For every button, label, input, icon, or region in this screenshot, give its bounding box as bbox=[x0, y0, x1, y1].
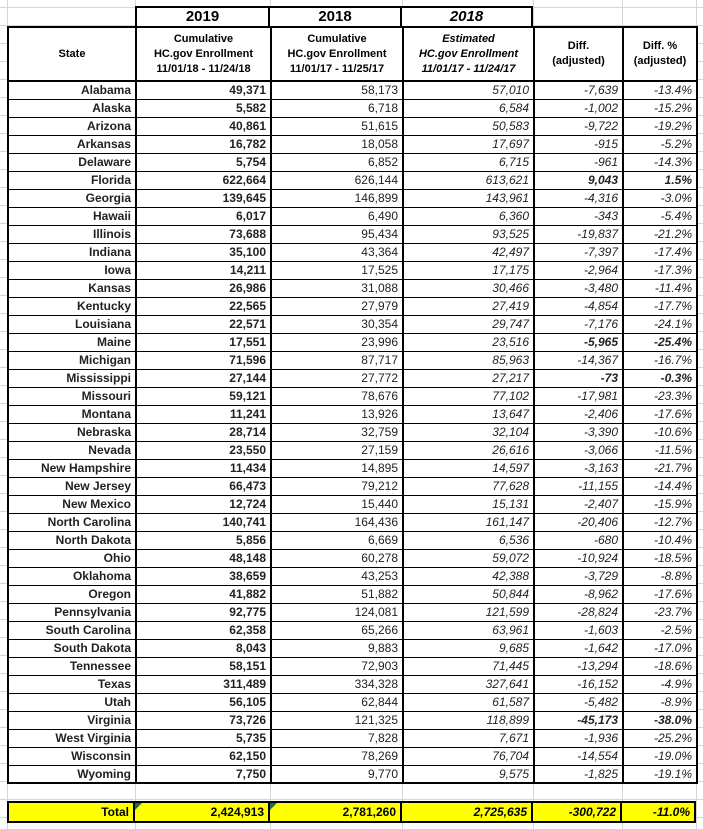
state-cell[interactable]: North Dakota bbox=[8, 531, 136, 549]
enrollment-2018-cell[interactable]: 6,669 bbox=[271, 531, 403, 549]
diff-cell[interactable]: -19,837 bbox=[534, 225, 623, 243]
enrollment-2018-estimated-cell[interactable]: 6,536 bbox=[403, 531, 534, 549]
diff-cell[interactable]: -3,066 bbox=[534, 441, 623, 459]
table-row bbox=[8, 459, 697, 477]
enrollment-2019-cell[interactable]: 73,726 bbox=[136, 711, 271, 729]
state-cell[interactable]: Georgia bbox=[8, 189, 136, 207]
table-row bbox=[8, 189, 697, 207]
enrollment-2019-cell[interactable]: 56,105 bbox=[136, 693, 271, 711]
total-diff-pct-cell[interactable]: -11.0% bbox=[622, 801, 696, 823]
diff-pct-cell[interactable]: -17.0% bbox=[623, 639, 697, 657]
state-cell[interactable]: Indiana bbox=[8, 243, 136, 261]
enrollment-2018-estimated-cell[interactable]: 59,072 bbox=[403, 549, 534, 567]
enrollment-2018-estimated-cell[interactable]: 27,217 bbox=[403, 369, 534, 387]
table-row bbox=[8, 207, 697, 225]
enrollment-2019-cell[interactable]: 5,735 bbox=[136, 729, 271, 747]
state-rows bbox=[8, 81, 697, 783]
state-cell[interactable]: Kansas bbox=[8, 279, 136, 297]
table-row bbox=[8, 585, 697, 603]
enrollment-2018-estimated-cell[interactable]: 9,685 bbox=[403, 639, 534, 657]
enrollment-2019-cell[interactable]: 48,148 bbox=[136, 549, 271, 567]
enrollment-2019-cell[interactable]: 5,582 bbox=[136, 99, 271, 117]
enrollment-2018-estimated-cell[interactable]: 32,104 bbox=[403, 423, 534, 441]
diff-cell[interactable]: -915 bbox=[534, 135, 623, 153]
enrollment-2019-cell[interactable]: 6,017 bbox=[136, 207, 271, 225]
state-cell[interactable]: Texas bbox=[8, 675, 136, 693]
diff-cell[interactable]: -20,406 bbox=[534, 513, 623, 531]
diff-cell[interactable]: -2,964 bbox=[534, 261, 623, 279]
enrollment-2019-cell[interactable]: 59,121 bbox=[136, 387, 271, 405]
enrollment-2018-estimated-cell[interactable]: 30,466 bbox=[403, 279, 534, 297]
state-cell[interactable]: Maine bbox=[8, 333, 136, 351]
table-row bbox=[8, 549, 697, 567]
table-row bbox=[8, 387, 697, 405]
diff-pct-cell[interactable]: -17.6% bbox=[623, 585, 697, 603]
enrollment-2018-estimated-cell[interactable]: 85,963 bbox=[403, 351, 534, 369]
enrollment-2018-cell[interactable]: 9,883 bbox=[271, 639, 403, 657]
enrollment-2019-cell[interactable]: 23,550 bbox=[136, 441, 271, 459]
table-row bbox=[8, 261, 697, 279]
diff-cell[interactable]: -961 bbox=[534, 153, 623, 171]
enrollment-2018-cell[interactable]: 334,328 bbox=[271, 675, 403, 693]
table-row bbox=[8, 243, 697, 261]
table-row bbox=[8, 657, 697, 675]
diff-pct-cell[interactable]: -18.5% bbox=[623, 549, 697, 567]
enrollment-2018-estimated-cell[interactable]: 23,516 bbox=[403, 333, 534, 351]
diff-cell[interactable]: -1,002 bbox=[534, 99, 623, 117]
diff-pct-cell[interactable]: -4.9% bbox=[623, 675, 697, 693]
enrollment-2018-cell[interactable]: 62,844 bbox=[271, 693, 403, 711]
table-row bbox=[8, 441, 697, 459]
state-cell[interactable]: Tennessee bbox=[8, 657, 136, 675]
enrollment-2019-cell[interactable]: 16,782 bbox=[136, 135, 271, 153]
state-cell[interactable]: South Carolina bbox=[8, 621, 136, 639]
enrollment-2018-cell[interactable]: 7,828 bbox=[271, 729, 403, 747]
enrollment-2018-estimated-cell[interactable]: 7,671 bbox=[403, 729, 534, 747]
enrollment-2018-estimated-cell[interactable]: 6,584 bbox=[403, 99, 534, 117]
state-cell[interactable]: Delaware bbox=[8, 153, 136, 171]
state-cell[interactable]: Wyoming bbox=[8, 765, 136, 783]
enrollment-2018-cell[interactable]: 87,717 bbox=[271, 351, 403, 369]
enrollment-2018-cell[interactable]: 626,144 bbox=[271, 171, 403, 189]
state-cell[interactable]: New Hampshire bbox=[8, 459, 136, 477]
diff-pct-cell[interactable]: -2.5% bbox=[623, 621, 697, 639]
state-cell[interactable]: Michigan bbox=[8, 351, 136, 369]
enrollment-2018-cell[interactable]: 17,525 bbox=[271, 261, 403, 279]
enrollment-2019-column-header[interactable]: Cumulative HC.gov Enrollment 11/01/18 - 11/24/18 bbox=[136, 27, 271, 81]
diff-cell[interactable]: -2,406 bbox=[534, 405, 623, 423]
table-row bbox=[8, 135, 697, 153]
enrollment-2018-cell[interactable]: 146,899 bbox=[271, 189, 403, 207]
table-row bbox=[8, 279, 697, 297]
enrollment-2018-cell[interactable]: 95,434 bbox=[271, 225, 403, 243]
enrollment-2018-estimated-cell[interactable]: 93,525 bbox=[403, 225, 534, 243]
state-cell[interactable]: Pennsylvania bbox=[8, 603, 136, 621]
enrollment-2019-cell[interactable]: 71,596 bbox=[136, 351, 271, 369]
enrollment-2018-estimated-cell[interactable]: 17,697 bbox=[403, 135, 534, 153]
enrollment-table bbox=[7, 26, 698, 784]
table-row bbox=[8, 153, 697, 171]
enrollment-2018-estimated-cell[interactable]: 327,641 bbox=[403, 675, 534, 693]
year-header-row bbox=[135, 6, 533, 28]
table-row bbox=[8, 693, 697, 711]
enrollment-2018-estimated-cell[interactable]: 17,175 bbox=[403, 261, 534, 279]
enrollment-2019-cell[interactable]: 140,741 bbox=[136, 513, 271, 531]
diff-pct-cell[interactable]: -13.4% bbox=[623, 81, 697, 99]
enrollment-2019-cell[interactable]: 7,750 bbox=[136, 765, 271, 783]
diff-cell[interactable]: -45,173 bbox=[534, 711, 623, 729]
state-cell[interactable]: South Dakota bbox=[8, 639, 136, 657]
state-cell[interactable]: New Mexico bbox=[8, 495, 136, 513]
diff-pct-cell[interactable]: -11.4% bbox=[623, 279, 697, 297]
diff-cell[interactable]: -343 bbox=[534, 207, 623, 225]
table-row bbox=[8, 639, 697, 657]
diff-column-header[interactable]: Diff. (adjusted) bbox=[534, 27, 623, 81]
enrollment-2018-cell[interactable]: 121,325 bbox=[271, 711, 403, 729]
table-row bbox=[8, 117, 697, 135]
enrollment-2019-cell[interactable]: 139,645 bbox=[136, 189, 271, 207]
diff-pct-cell[interactable]: -3.0% bbox=[623, 189, 697, 207]
diff-cell[interactable]: -1,936 bbox=[534, 729, 623, 747]
diff-pct-cell[interactable]: 1.5% bbox=[623, 171, 697, 189]
diff-cell[interactable]: -7,397 bbox=[534, 243, 623, 261]
enrollment-2018-cell[interactable]: 58,173 bbox=[271, 81, 403, 99]
state-cell[interactable]: Alabama bbox=[8, 81, 136, 99]
enrollment-2018-estimated-cell[interactable]: 42,497 bbox=[403, 243, 534, 261]
enrollment-2018-cell[interactable]: 13,926 bbox=[271, 405, 403, 423]
enrollment-2018-estimated-cell[interactable]: 613,621 bbox=[403, 171, 534, 189]
enrollment-2018-cell[interactable]: 31,088 bbox=[271, 279, 403, 297]
diff-cell[interactable]: -3,729 bbox=[534, 567, 623, 585]
diff-cell[interactable]: -2,407 bbox=[534, 495, 623, 513]
enrollment-2018-estimated-cell[interactable]: 26,616 bbox=[403, 441, 534, 459]
state-cell[interactable]: Arkansas bbox=[8, 135, 136, 153]
table-row bbox=[8, 567, 697, 585]
enrollment-2018-estimated-cell[interactable]: 27,419 bbox=[403, 297, 534, 315]
diff-cell[interactable]: -73 bbox=[534, 369, 623, 387]
enrollment-2019-cell[interactable]: 12,724 bbox=[136, 495, 271, 513]
enrollment-2018-estimated-cell[interactable]: 50,583 bbox=[403, 117, 534, 135]
enrollment-2018-estimated-cell[interactable]: 118,899 bbox=[403, 711, 534, 729]
enrollment-2019-cell[interactable]: 92,775 bbox=[136, 603, 271, 621]
enrollment-2018-cell[interactable]: 60,278 bbox=[271, 549, 403, 567]
table-row bbox=[8, 351, 697, 369]
state-cell[interactable]: Nebraska bbox=[8, 423, 136, 441]
enrollment-2018-estimated-cell[interactable]: 63,961 bbox=[403, 621, 534, 639]
enrollment-2019-cell[interactable]: 11,241 bbox=[136, 405, 271, 423]
enrollment-2019-cell[interactable]: 22,565 bbox=[136, 297, 271, 315]
enrollment-2018-cell[interactable]: 14,895 bbox=[271, 459, 403, 477]
table-row bbox=[8, 603, 697, 621]
enrollment-2019-cell[interactable]: 5,754 bbox=[136, 153, 271, 171]
state-cell[interactable]: West Virginia bbox=[8, 729, 136, 747]
diff-cell[interactable]: -10,924 bbox=[534, 549, 623, 567]
enrollment-2018-estimated-cell[interactable]: 15,131 bbox=[403, 495, 534, 513]
enrollment-2018-estimated-cell[interactable]: 13,647 bbox=[403, 405, 534, 423]
diff-pct-cell[interactable]: -19.1% bbox=[623, 765, 697, 783]
diff-cell[interactable]: -3,480 bbox=[534, 279, 623, 297]
enrollment-2019-cell[interactable]: 73,688 bbox=[136, 225, 271, 243]
diff-cell[interactable]: -28,824 bbox=[534, 603, 623, 621]
diff-cell[interactable]: -7,639 bbox=[534, 81, 623, 99]
diff-cell[interactable]: -8,962 bbox=[534, 585, 623, 603]
diff-pct-cell[interactable]: -8.8% bbox=[623, 567, 697, 585]
diff-pct-cell[interactable]: -0.3% bbox=[623, 369, 697, 387]
diff-cell[interactable]: -5,965 bbox=[534, 333, 623, 351]
diff-pct-cell[interactable]: -11.5% bbox=[623, 441, 697, 459]
state-cell[interactable]: Oklahoma bbox=[8, 567, 136, 585]
year-2019-header[interactable]: 2019 bbox=[135, 6, 270, 28]
enrollment-2019-cell[interactable]: 14,211 bbox=[136, 261, 271, 279]
enrollment-2018-estimated-cell[interactable]: 76,704 bbox=[403, 747, 534, 765]
diff-pct-cell[interactable]: -23.3% bbox=[623, 387, 697, 405]
diff-pct-cell[interactable]: -17.3% bbox=[623, 261, 697, 279]
diff-cell[interactable]: -9,722 bbox=[534, 117, 623, 135]
enrollment-2018-estimated-cell[interactable]: 14,597 bbox=[403, 459, 534, 477]
diff-pct-cell[interactable]: -15.9% bbox=[623, 495, 697, 513]
diff-cell[interactable]: -14,554 bbox=[534, 747, 623, 765]
year-2018-header[interactable]: 2018 bbox=[270, 6, 402, 28]
table-row bbox=[8, 729, 697, 747]
enrollment-2019-cell[interactable]: 40,861 bbox=[136, 117, 271, 135]
enrollment-2018-cell[interactable]: 32,759 bbox=[271, 423, 403, 441]
enrollment-2018-cell[interactable]: 27,772 bbox=[271, 369, 403, 387]
table-row bbox=[8, 477, 697, 495]
diff-cell[interactable]: -1,642 bbox=[534, 639, 623, 657]
diff-pct-cell[interactable]: -17.6% bbox=[623, 405, 697, 423]
state-cell[interactable]: Arizona bbox=[8, 117, 136, 135]
diff-pct-cell[interactable]: -14.4% bbox=[623, 477, 697, 495]
table-row bbox=[8, 675, 697, 693]
enrollment-2019-cell[interactable]: 17,551 bbox=[136, 333, 271, 351]
total-2018-cell[interactable]: 2,781,260 bbox=[270, 801, 402, 823]
diff-cell[interactable]: -3,163 bbox=[534, 459, 623, 477]
state-cell[interactable]: Ohio bbox=[8, 549, 136, 567]
table-row bbox=[8, 171, 697, 189]
diff-pct-cell[interactable]: -17.7% bbox=[623, 297, 697, 315]
diff-cell[interactable]: -4,316 bbox=[534, 189, 623, 207]
table-row bbox=[8, 225, 697, 243]
enrollment-2018-cell[interactable]: 164,436 bbox=[271, 513, 403, 531]
diff-pct-cell[interactable]: -17.4% bbox=[623, 243, 697, 261]
diff-cell[interactable]: -1,825 bbox=[534, 765, 623, 783]
diff-pct-cell[interactable]: -25.4% bbox=[623, 333, 697, 351]
state-cell[interactable]: Louisiana bbox=[8, 315, 136, 333]
enrollment-2018-cell[interactable]: 30,354 bbox=[271, 315, 403, 333]
state-cell[interactable]: Utah bbox=[8, 693, 136, 711]
enrollment-2019-cell[interactable]: 622,664 bbox=[136, 171, 271, 189]
state-cell[interactable]: Alaska bbox=[8, 99, 136, 117]
enrollment-2018-cell[interactable]: 72,903 bbox=[271, 657, 403, 675]
table-row bbox=[8, 495, 697, 513]
year-2018-estimated-header[interactable]: 2018 bbox=[402, 6, 533, 28]
enrollment-2018-estimated-cell[interactable]: 29,747 bbox=[403, 315, 534, 333]
table-row bbox=[8, 621, 697, 639]
enrollment-2019-cell[interactable]: 62,150 bbox=[136, 747, 271, 765]
state-cell[interactable]: Missouri bbox=[8, 387, 136, 405]
diff-pct-cell[interactable]: -23.7% bbox=[623, 603, 697, 621]
enrollment-2018-cell[interactable]: 6,852 bbox=[271, 153, 403, 171]
state-cell[interactable]: Virginia bbox=[8, 711, 136, 729]
enrollment-2018-estimated-cell[interactable]: 6,360 bbox=[403, 207, 534, 225]
enrollment-2018-cell[interactable]: 78,676 bbox=[271, 387, 403, 405]
table-row bbox=[8, 423, 697, 441]
state-cell[interactable]: Kentucky bbox=[8, 297, 136, 315]
diff-cell[interactable]: -4,854 bbox=[534, 297, 623, 315]
diff-pct-cell[interactable]: -10.4% bbox=[623, 531, 697, 549]
diff-cell[interactable]: -14,367 bbox=[534, 351, 623, 369]
diff-pct-cell[interactable]: -10.6% bbox=[623, 423, 697, 441]
enrollment-2018-estimated-cell[interactable]: 61,587 bbox=[403, 693, 534, 711]
diff-pct-cell[interactable]: -24.1% bbox=[623, 315, 697, 333]
state-cell[interactable]: Mississippi bbox=[8, 369, 136, 387]
enrollment-2018-estimated-cell[interactable]: 50,844 bbox=[403, 585, 534, 603]
enrollment-2018-estimated-cell[interactable]: 161,147 bbox=[403, 513, 534, 531]
enrollment-2019-cell[interactable]: 38,659 bbox=[136, 567, 271, 585]
diff-pct-cell[interactable]: -15.2% bbox=[623, 99, 697, 117]
table-row bbox=[8, 99, 697, 117]
total-2019-cell[interactable]: 2,424,913 bbox=[135, 801, 270, 823]
table-row bbox=[8, 765, 697, 783]
enrollment-2018-cell[interactable]: 15,440 bbox=[271, 495, 403, 513]
table-row bbox=[8, 711, 697, 729]
state-cell[interactable]: Montana bbox=[8, 405, 136, 423]
state-cell[interactable]: Florida bbox=[8, 171, 136, 189]
diff-cell[interactable]: -1,603 bbox=[534, 621, 623, 639]
enrollment-2018-cell[interactable]: 124,081 bbox=[271, 603, 403, 621]
state-header-label: State bbox=[58, 47, 86, 60]
enrollment-2019-cell[interactable]: 35,100 bbox=[136, 243, 271, 261]
total-row bbox=[7, 801, 696, 823]
enrollment-2018-estimated-cell[interactable]: 9,575 bbox=[403, 765, 534, 783]
diff-pct-column-header[interactable]: Diff. % (adjusted) bbox=[623, 27, 697, 81]
state-cell[interactable]: Illinois bbox=[8, 225, 136, 243]
enrollment-2018-cell[interactable]: 6,718 bbox=[271, 99, 403, 117]
enrollment-2018-cell[interactable]: 43,253 bbox=[271, 567, 403, 585]
diff-cell[interactable]: -680 bbox=[534, 531, 623, 549]
diff-pct-cell[interactable]: -12.7% bbox=[623, 513, 697, 531]
table-row bbox=[8, 315, 697, 333]
table-header bbox=[8, 27, 697, 81]
table-row bbox=[8, 405, 697, 423]
state-cell[interactable]: Iowa bbox=[8, 261, 136, 279]
table-row bbox=[8, 513, 697, 531]
table-row bbox=[8, 531, 697, 549]
diff-pct-cell[interactable]: -5.2% bbox=[623, 135, 697, 153]
state-cell[interactable]: New Jersey bbox=[8, 477, 136, 495]
enrollment-2019-cell[interactable]: 8,043 bbox=[136, 639, 271, 657]
state-cell[interactable]: Nevada bbox=[8, 441, 136, 459]
diff-cell[interactable]: -17,981 bbox=[534, 387, 623, 405]
total-diff-cell[interactable]: -300,722 bbox=[533, 801, 622, 823]
table-row bbox=[8, 297, 697, 315]
enrollment-2018-estimated-column-header[interactable]: Estimated HC.gov Enrollment 11/01/17 - 11/24/17 bbox=[403, 27, 534, 81]
enrollment-2018-estimated-cell[interactable]: 71,445 bbox=[403, 657, 534, 675]
cell-error-indicator-triangle-icon bbox=[270, 803, 277, 810]
enrollment-2018-cell[interactable]: 43,364 bbox=[271, 243, 403, 261]
state-cell[interactable]: North Carolina bbox=[8, 513, 136, 531]
enrollment-2018-cell[interactable]: 6,490 bbox=[271, 207, 403, 225]
enrollment-2018-estimated-cell[interactable]: 143,961 bbox=[403, 189, 534, 207]
enrollment-2019-cell[interactable]: 27,144 bbox=[136, 369, 271, 387]
enrollment-2018-estimated-cell[interactable]: 6,715 bbox=[403, 153, 534, 171]
table-row bbox=[8, 81, 697, 99]
enrollment-2019-cell[interactable]: 311,489 bbox=[136, 675, 271, 693]
enrollment-2018-cell[interactable]: 27,979 bbox=[271, 297, 403, 315]
diff-pct-cell[interactable]: -21.7% bbox=[623, 459, 697, 477]
enrollment-2018-cell[interactable]: 51,615 bbox=[271, 117, 403, 135]
state-column-header[interactable] bbox=[8, 27, 136, 81]
state-cell[interactable]: Oregon bbox=[8, 585, 136, 603]
cell-error-indicator-triangle-icon bbox=[135, 803, 142, 810]
enrollment-2018-cell[interactable]: 23,996 bbox=[271, 333, 403, 351]
diff-cell[interactable]: 9,043 bbox=[534, 171, 623, 189]
enrollment-2018-estimated-cell[interactable]: 121,599 bbox=[403, 603, 534, 621]
table-row bbox=[8, 333, 697, 351]
diff-pct-cell[interactable]: -5.4% bbox=[623, 207, 697, 225]
diff-cell[interactable]: -11,155 bbox=[534, 477, 623, 495]
enrollment-2019-cell[interactable]: 58,151 bbox=[136, 657, 271, 675]
enrollment-2019-cell[interactable]: 66,473 bbox=[136, 477, 271, 495]
enrollment-2018-cell[interactable]: 78,269 bbox=[271, 747, 403, 765]
enrollment-2018-cell[interactable]: 27,159 bbox=[271, 441, 403, 459]
diff-pct-cell[interactable]: -18.6% bbox=[623, 657, 697, 675]
enrollment-2018-cell[interactable]: 18,058 bbox=[271, 135, 403, 153]
diff-pct-cell[interactable]: -38.0% bbox=[623, 711, 697, 729]
diff-pct-cell[interactable]: -14.3% bbox=[623, 153, 697, 171]
enrollment-2018-column-header[interactable]: Cumulative HC.gov Enrollment 11/01/17 - 11/25/17 bbox=[271, 27, 403, 81]
enrollment-2018-cell[interactable]: 51,882 bbox=[271, 585, 403, 603]
diff-pct-cell[interactable]: -21.2% bbox=[623, 225, 697, 243]
diff-pct-cell[interactable]: -16.7% bbox=[623, 351, 697, 369]
enrollment-2018-estimated-cell[interactable]: 77,102 bbox=[403, 387, 534, 405]
diff-cell[interactable]: -5,482 bbox=[534, 693, 623, 711]
enrollment-2018-estimated-cell[interactable]: 42,388 bbox=[403, 567, 534, 585]
enrollment-2019-cell[interactable]: 26,986 bbox=[136, 279, 271, 297]
diff-cell[interactable]: -13,294 bbox=[534, 657, 623, 675]
enrollment-2018-estimated-cell[interactable]: 77,628 bbox=[403, 477, 534, 495]
enrollment-2019-cell[interactable]: 49,371 bbox=[136, 81, 271, 99]
diff-pct-cell[interactable]: -8.9% bbox=[623, 693, 697, 711]
enrollment-2019-cell[interactable]: 28,714 bbox=[136, 423, 271, 441]
total-label-cell[interactable]: Total bbox=[7, 801, 135, 823]
enrollment-2018-cell[interactable]: 9,770 bbox=[271, 765, 403, 783]
diff-pct-cell[interactable]: -25.2% bbox=[623, 729, 697, 747]
diff-cell[interactable]: -16,152 bbox=[534, 675, 623, 693]
enrollment-2019-cell[interactable]: 22,571 bbox=[136, 315, 271, 333]
state-cell[interactable]: Hawaii bbox=[8, 207, 136, 225]
enrollment-2018-cell[interactable]: 65,266 bbox=[271, 621, 403, 639]
diff-pct-cell[interactable]: -19.0% bbox=[623, 747, 697, 765]
diff-cell[interactable]: -3,390 bbox=[534, 423, 623, 441]
diff-cell[interactable]: -7,176 bbox=[534, 315, 623, 333]
enrollment-2018-cell[interactable]: 79,212 bbox=[271, 477, 403, 495]
table-row bbox=[8, 747, 697, 765]
diff-pct-cell[interactable]: -19.2% bbox=[623, 117, 697, 135]
state-cell[interactable]: Wisconsin bbox=[8, 747, 136, 765]
enrollment-2019-cell[interactable]: 11,434 bbox=[136, 459, 271, 477]
enrollment-2019-cell[interactable]: 41,882 bbox=[136, 585, 271, 603]
enrollment-2019-cell[interactable]: 5,856 bbox=[136, 531, 271, 549]
enrollment-2018-estimated-cell[interactable]: 57,010 bbox=[403, 81, 534, 99]
total-2018-estimated-cell[interactable]: 2,725,635 bbox=[402, 801, 533, 823]
enrollment-2019-cell[interactable]: 62,358 bbox=[136, 621, 271, 639]
table-row bbox=[8, 369, 697, 387]
